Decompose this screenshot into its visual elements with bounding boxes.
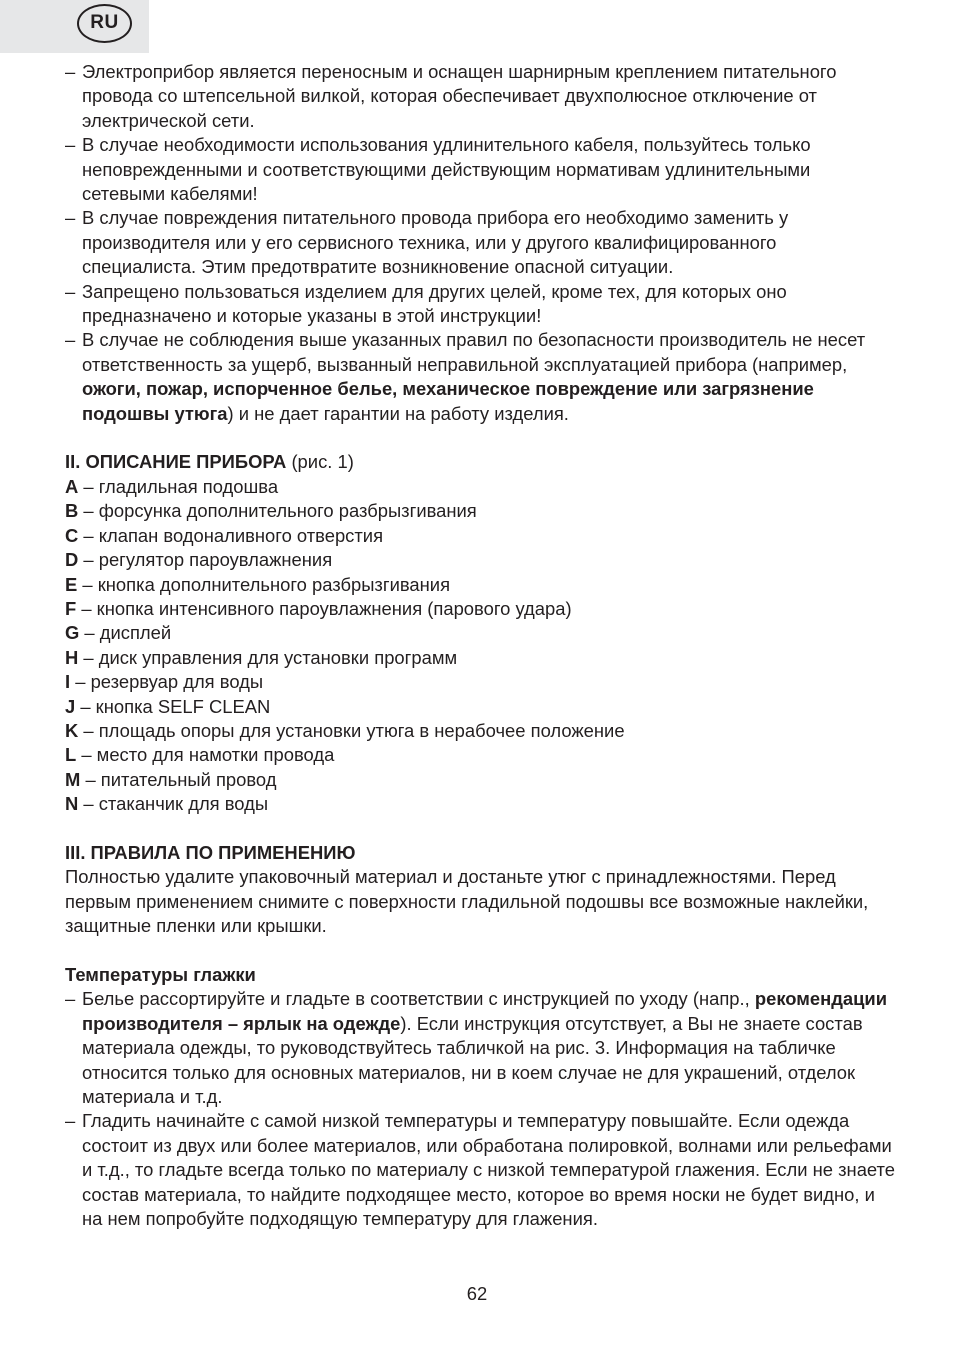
- part-item: [65, 548, 895, 572]
- safety-bullet: – В случае необходимости использования удлинительного кабеля, пользуйтесь только неповрежденными и соответствующими действующим нормативам удлинительными сетевыми кабелями!: [65, 133, 895, 206]
- part-label: – регулятор пароувлажнения: [78, 549, 333, 571]
- part-item: [65, 524, 895, 548]
- section-heading-usage: III. ПРАВИЛА ПО ПРИМЕНЕНИЮ: [65, 841, 356, 863]
- part-label: – клапан водоналивного отверстия: [78, 524, 384, 546]
- safety-bullet: – Запрещено пользоваться изделием для других целей, кроме тех, для которых оно предназначено и которые указаны в этой инструкции!: [65, 280, 895, 329]
- page-content: [65, 60, 895, 1231]
- part-letter: D: [65, 549, 79, 571]
- section-title-suffix: (рис. 1): [286, 451, 354, 473]
- temperature-bullet-text: Белье рассортируйте и гладьте в соответствии с инструкцией по уходу (напр.,: [82, 988, 755, 1010]
- part-label: – дисплей: [79, 622, 172, 644]
- part-letter: M: [65, 768, 81, 790]
- temperature-bullet-bold: рекомендации производителя – ярлык на одежде: [82, 988, 888, 1034]
- part-letter: L: [65, 744, 77, 766]
- part-letter: F: [65, 597, 77, 619]
- part-letter: B: [65, 500, 79, 522]
- safety-bullet-text: ) и не дает гарантии на работу изделия.: [227, 402, 569, 424]
- language-badge: RU: [77, 4, 132, 43]
- part-letter: C: [65, 524, 79, 546]
- safety-bullet: – Электроприбор является переносным и оснащен шарнирным креплением питательного провода со штепсельной вилкой, которая обеспечивает двухполюсное отключение от электрической сети.: [65, 60, 895, 133]
- part-letter: I: [65, 671, 71, 693]
- part-letter: K: [65, 719, 79, 741]
- part-label: – кнопка дополнительного разбрызгивания: [77, 573, 451, 595]
- part-letter: E: [65, 573, 78, 595]
- part-letter: H: [65, 646, 79, 668]
- safety-bullet: – В случае повреждения питательного провода прибора его необходимо заменить у производителя или у его сервисного техника, или у другого квалифицированного специалиста. Этим предотвратите возникновение опасной ситуации.: [65, 206, 895, 279]
- part-item: [65, 792, 895, 816]
- part-label: – кнопка интенсивного пароувлажнения (парового удара): [76, 597, 572, 619]
- page-number: 62: [466, 1283, 488, 1304]
- safety-bullet-text: В случае не соблюдения выше указанных правил по безопасности производитель не несет ответственность за ущерб, вызванный неправильной эксплуатацией прибора (например,: [82, 329, 866, 375]
- part-item: [65, 475, 895, 499]
- part-label: – место для намотки провода: [76, 744, 335, 766]
- temperature-bullet: – Гладить начинайте с самой низкой температуры и температуру повышайте. Если одежда состоит из двух или более материалов, или обработана полировкой, волнами или рельефами и т.д., то гладьте всегда только по материалу с низкой температурой глажения. Если не знаете состав материала, то найдите подходящее место, которое во время носки не будет видно, и на нем попробуйте подходящую температуру для глажения.: [65, 1109, 895, 1231]
- part-item: [65, 621, 895, 645]
- part-item: [65, 768, 895, 792]
- part-label: – гладильная подошва: [78, 475, 279, 497]
- safety-bullet: [65, 328, 895, 426]
- part-item: [65, 695, 895, 719]
- part-label: – диск управления для установки программ: [78, 646, 458, 668]
- part-label: – площадь опоры для установки утюга в нерабочее положение: [78, 719, 625, 741]
- part-letter: G: [65, 622, 80, 644]
- part-label: – кнопка SELF CLEAN: [75, 695, 271, 717]
- part-letter: N: [65, 793, 79, 815]
- part-letter: A: [65, 475, 79, 497]
- part-label: – резервуар для воды: [70, 671, 264, 693]
- usage-intro: Полностью удалите упаковочный материал и достаньте утюг с принадлежностями. Перед первым применением снимите с поверхности гладильной подошвы все возможные наклейки, защитные пленки или крышки.: [65, 866, 869, 937]
- part-item: [65, 743, 895, 767]
- temperature-bullet-text: ). Если инструкция отсутствует, а Вы не знаете состав материала одежды, то руководствуйтесь табличкой на рис. 3. Информация на табличке относится только для основных материалов, ни в коем случае не для украшений, отделок материала и т.д.: [82, 1012, 863, 1108]
- part-item: [65, 719, 895, 743]
- part-item: [65, 646, 895, 670]
- part-item: [65, 670, 895, 694]
- part-label: – стаканчик для воды: [78, 793, 269, 815]
- part-letter: J: [65, 695, 76, 717]
- temperature-bullet: [65, 987, 895, 1109]
- part-label: – питательный провод: [80, 768, 277, 790]
- part-item: [65, 499, 895, 523]
- parts-list: [65, 475, 895, 817]
- section-title: II. ОПИСАНИЕ ПРИБОРА: [65, 451, 287, 473]
- part-item: [65, 597, 895, 621]
- section-heading-description: [65, 450, 895, 474]
- part-label: – форсунка дополнительного разбрызгивания: [78, 500, 477, 522]
- safety-bullet-bold: ожоги, пожар, испорченное белье, механическое повреждение или загрязнение подошвы утюга: [82, 378, 814, 424]
- part-item: [65, 573, 895, 597]
- language-tab: [0, 0, 149, 53]
- subheading-temperatures: Температуры глажки: [65, 963, 256, 985]
